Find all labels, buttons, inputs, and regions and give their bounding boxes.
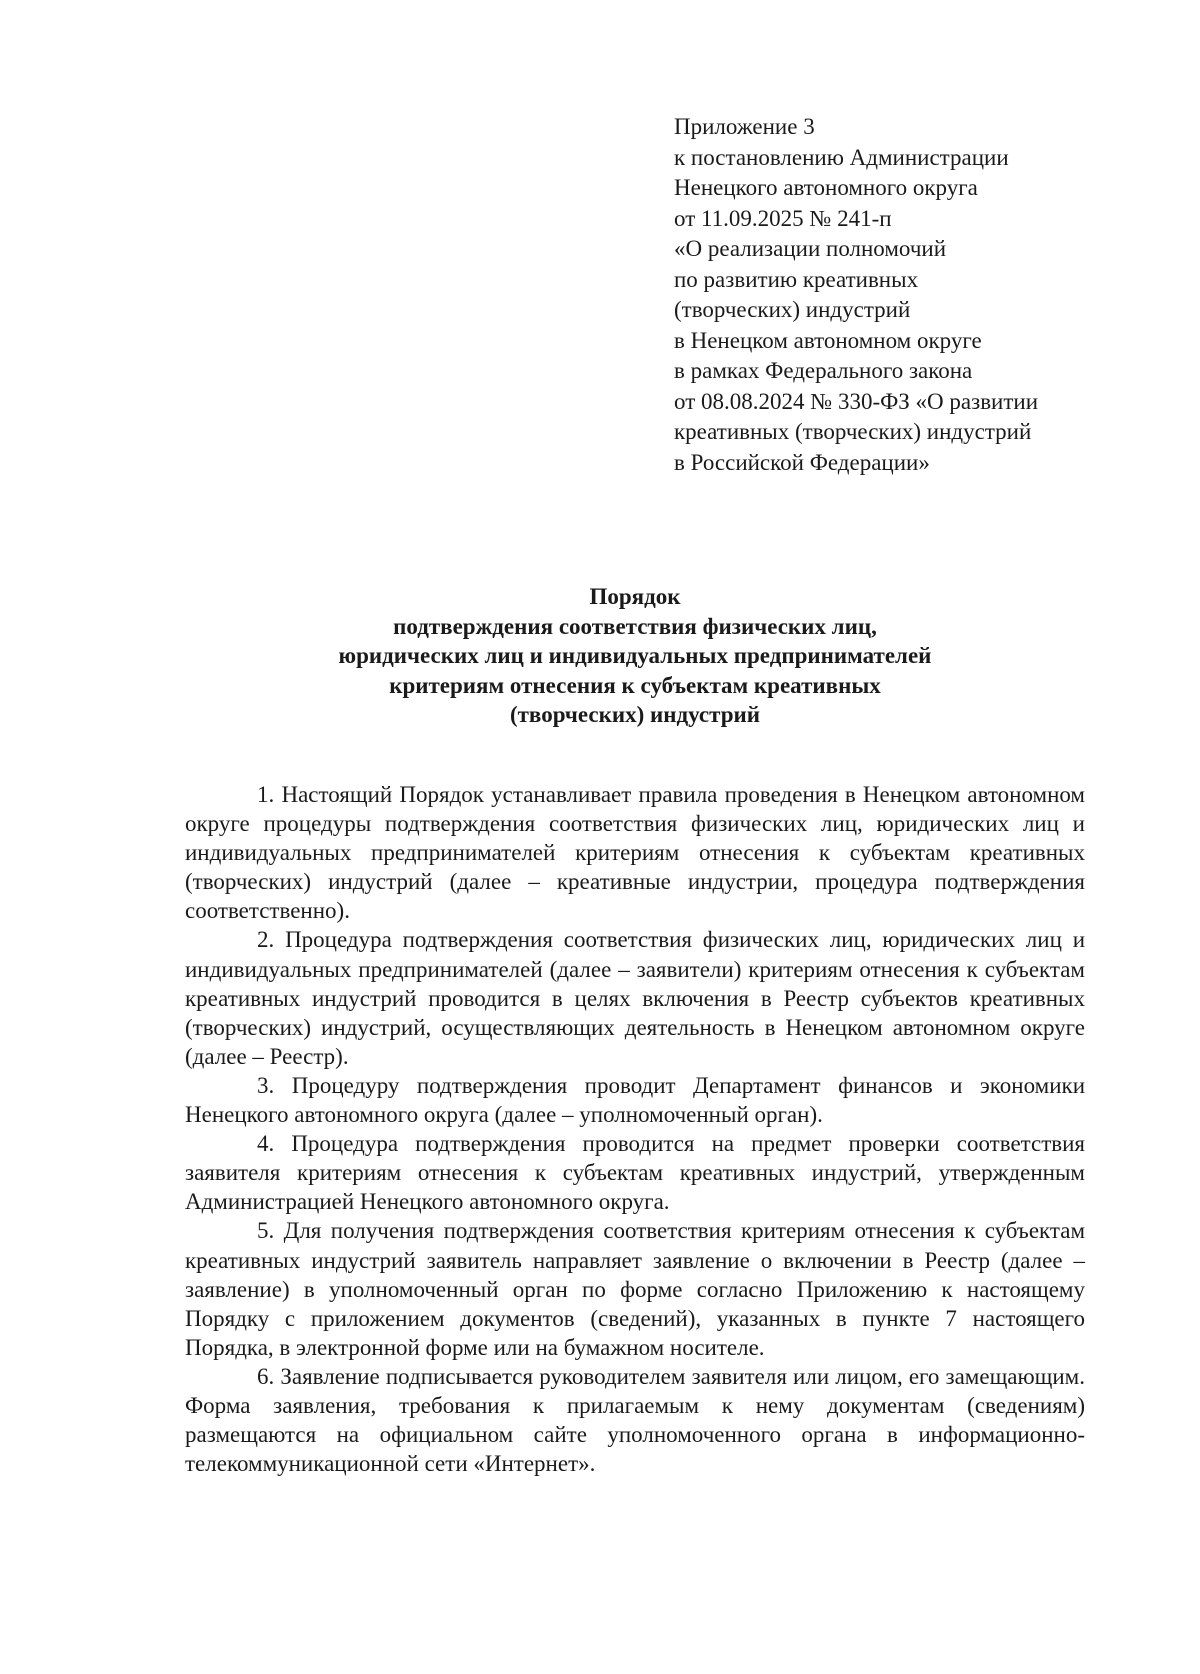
document-body (185, 780, 1085, 1478)
appendix-line: в Российской Федерации» (674, 449, 930, 475)
appendix-line: «О реализации полномочий (674, 236, 947, 261)
appendix-line: Приложение 3 (674, 114, 815, 139)
appendix-line: Ненецкого автономного округа (674, 175, 978, 200)
title-line: критериям отнесения к субъектам креативных (389, 672, 881, 698)
paragraph-5: 5. Для получения подтверждения соответствия критериям отнесения к субъектам креативных индустрий заявитель направляет заявление о включении в Реестр (далее – заявление) в уполномоченный орган по форме согласно Приложению к настоящему Порядку с приложением документов (сведений), указанных в пункте 7 настоящего Порядка, в электронной форме или на бумажном носителе. (185, 1218, 1085, 1360)
title-line: подтверждения соответствия физических лиц, (393, 613, 877, 639)
appendix-line: от 11.09.2025 № 241-п (674, 205, 892, 231)
appendix-header (674, 112, 1144, 478)
appendix-line: в Ненецком автономном округе (674, 327, 982, 353)
appendix-line: креативных (творческих) индустрий (674, 419, 1032, 444)
paragraph-6: 6. Заявление подписывается руководителем заявителя или лицом, его замещающим. Форма заявления, требования к прилагаемым к нему документам (сведениям) размещаются на официальном сайте уполномоченного органа в информационно-телекоммуникационной сети «Интернет». (185, 1363, 1085, 1477)
appendix-line: по развитию креативных (674, 266, 919, 292)
appendix-line: в рамках Федерального закона (674, 358, 973, 383)
paragraph-3: 3. Процедуру подтверждения проводит Департамент финансов и экономики Ненецкого автономного округа (далее – уполномоченный орган). (185, 1072, 1085, 1128)
paragraph-4: 4. Процедура подтверждения проводится на предмет проверки соответствия заявителя критериям отнесения к субъектам креативных индустрий, утвержденным Администрацией Ненецкого автономного округа. (185, 1131, 1085, 1215)
paragraph-1: 1. Настоящий Порядок устанавливает правила проведения в Ненецком автономном округе процедуры подтверждения соответствия физических лиц, юридических лиц и индивидуальных предпринимателей критериям отнесения к субъектам креативных (творческих) индустрий (далее – креативные индустрии, процедура подтверждения соответственно). (185, 782, 1085, 924)
title-line: (творческих) индустрий (509, 702, 761, 727)
title-line: юридических лиц и индивидуальных предпринимателей (338, 643, 932, 668)
appendix-line: к постановлению Администрации (674, 144, 1009, 170)
appendix-line: (творческих) индустрий (674, 297, 911, 322)
appendix-line: от 08.08.2024 № 330-ФЗ «О развитии (674, 388, 1039, 414)
document-title (185, 582, 1085, 730)
title-line: Порядок (589, 584, 681, 609)
paragraph-2: 2. Процедура подтверждения соответствия физических лиц, юридических лиц и индивидуальных предпринимателей (далее – заявители) критериям отнесения к субъектам креативных индустрий проводится в целях включения в Реестр субъектов креативных (творческих) индустрий, осуществляющих деятельность в Ненецком автономном округе (далее – Реестр). (185, 927, 1085, 1069)
